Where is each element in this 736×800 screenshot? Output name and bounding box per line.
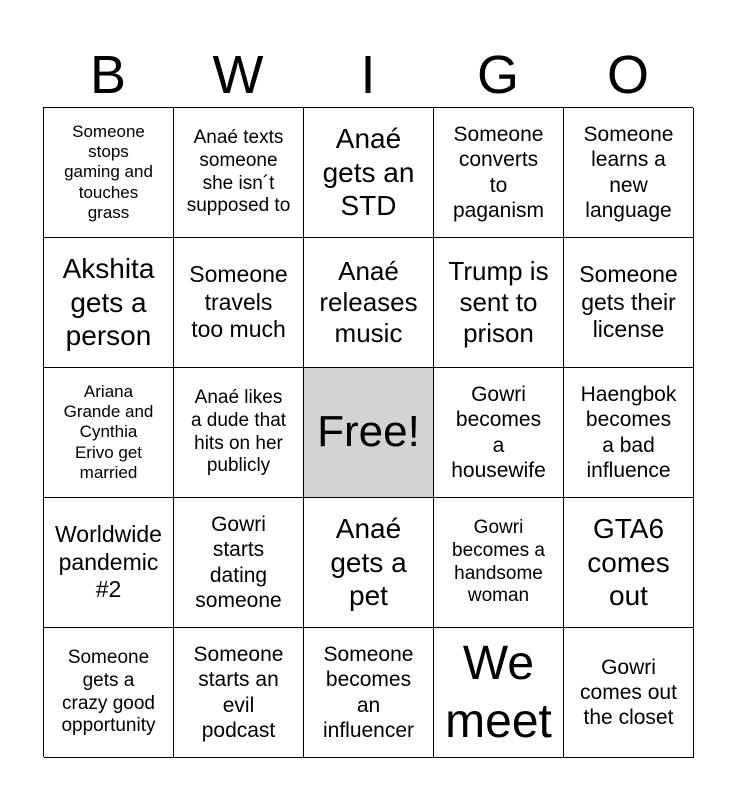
- bingo-header: [43, 44, 693, 106]
- header-letter-3: I: [360, 45, 376, 105]
- bingo-cell-text: Someone stops gaming and touches grass: [64, 121, 153, 223]
- header-letter-1: B: [89, 45, 127, 105]
- bingo-cell-text: Someone starts an evil podcast: [193, 643, 284, 742]
- bingo-cell-text: Anaé gets an STD: [322, 123, 415, 222]
- bingo-cell-text: Anaé gets a pet: [330, 513, 407, 612]
- bingo-cell-text: Someone becomes an influencer: [322, 643, 415, 742]
- bingo-cell[interactable]: [434, 108, 564, 238]
- bingo-cell-text: Anaé releases music: [319, 255, 418, 349]
- bingo-cell[interactable]: [304, 108, 434, 238]
- bingo-cell-text: Gowri starts dating someone: [195, 513, 282, 612]
- bingo-cell[interactable]: [44, 238, 174, 368]
- bingo-cell[interactable]: [434, 238, 564, 368]
- bingo-cell-text: Ariana Grande and Cynthia Erivo get married: [63, 381, 154, 483]
- bingo-cell-text: Gowri becomes a housewife: [451, 383, 546, 482]
- bingo-cell-text: Haengbok becomes a bad influence: [580, 383, 677, 482]
- bingo-cell[interactable]: [174, 108, 304, 238]
- bingo-cell-text: Someone gets a crazy good opportunity: [61, 646, 156, 737]
- free-space-cell[interactable]: [304, 368, 434, 498]
- bingo-cell-text: Someone travels too much: [189, 261, 288, 343]
- bingo-cell[interactable]: [564, 498, 694, 628]
- bingo-cell-text: Akshita gets a person: [62, 253, 155, 352]
- bingo-cell[interactable]: [304, 238, 434, 368]
- bingo-cell-text: Free!: [317, 407, 420, 457]
- bingo-cell[interactable]: [174, 498, 304, 628]
- bingo-cell[interactable]: [44, 108, 174, 238]
- bingo-cell[interactable]: [44, 368, 174, 498]
- header-letter-2: W: [212, 45, 264, 105]
- bingo-cell-text: Gowri comes out the closet: [580, 655, 677, 730]
- bingo-cell-text: Worldwide pandemic #2: [55, 521, 162, 603]
- bingo-cell[interactable]: [304, 628, 434, 758]
- bingo-cell-text: Anaé texts someone she isn´t supposed to: [186, 126, 291, 217]
- bingo-cell[interactable]: [434, 368, 564, 498]
- bingo-cell-text: We meet: [445, 636, 552, 748]
- header-letter-5: O: [606, 45, 649, 105]
- bingo-cell-text: GTA6 comes out: [587, 513, 670, 612]
- bingo-cell-text: Someone gets their license: [579, 261, 678, 343]
- header-letter-4: G: [476, 45, 519, 105]
- bingo-cell[interactable]: [564, 368, 694, 498]
- bingo-cell-text: Trump is sent to prison: [448, 255, 549, 349]
- bingo-cell-text: Someone learns a new language: [583, 123, 674, 222]
- bingo-cell[interactable]: [434, 628, 564, 758]
- bingo-cell-text: Gowri becomes a handsome woman: [452, 516, 545, 607]
- bingo-cell-text: Anaé likes a dude that hits on her publicly: [190, 386, 287, 477]
- bingo-cell[interactable]: [44, 628, 174, 758]
- bingo-cell[interactable]: [44, 498, 174, 628]
- bingo-cell[interactable]: [564, 238, 694, 368]
- bingo-grid: [43, 107, 693, 757]
- bingo-cell[interactable]: [564, 628, 694, 758]
- bingo-cell[interactable]: [174, 238, 304, 368]
- bingo-cell[interactable]: [304, 498, 434, 628]
- bingo-cell[interactable]: [174, 628, 304, 758]
- bingo-cell[interactable]: [564, 108, 694, 238]
- bingo-cell[interactable]: [434, 498, 564, 628]
- bingo-cell-text: Someone converts to paganism: [452, 123, 545, 222]
- bingo-cell[interactable]: [174, 368, 304, 498]
